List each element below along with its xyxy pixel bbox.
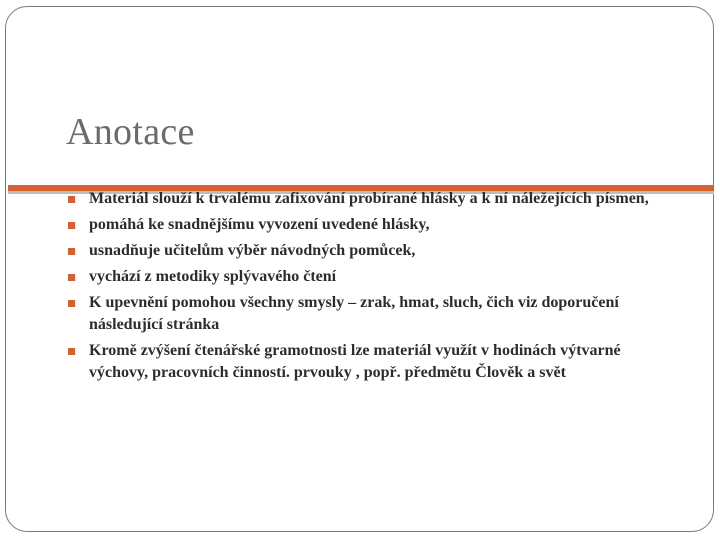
bullet-item — [64, 188, 664, 210]
bullet-item — [64, 266, 664, 288]
bullet-item — [64, 240, 664, 262]
bullet-item — [64, 340, 664, 384]
square-bullet-icon — [68, 274, 75, 281]
square-bullet-icon — [68, 196, 75, 203]
square-bullet-icon — [68, 348, 75, 355]
square-bullet-icon — [68, 248, 75, 255]
bullet-text: Kromě zvýšení čtenářské gramotnosti lze materiál využít v hodinách výtvarné výchovy, pracovních činností. prvouky , popř. předmětu Člověk a svět — [89, 342, 621, 381]
slide-title: Anotace — [66, 111, 195, 153]
bullet-item — [64, 292, 664, 336]
bullet-text: pomáhá ke snadnějšímu vyvození uvedené hlásky, — [89, 216, 430, 233]
bullet-text: K upevnění pomohou všechny smysly – zrak, hmat, sluch, čich viz doporučení následující stránka — [89, 294, 619, 333]
bullet-text: usnadňuje učitelům výběr návodných pomůcek, — [89, 242, 416, 259]
square-bullet-icon — [68, 300, 75, 307]
bullet-text: Materiál slouží k trvalému zafixování probírané hlásky a k ní náležejících písmen, — [89, 190, 649, 207]
bullet-item — [64, 214, 664, 236]
bullet-list — [64, 188, 664, 384]
bullet-text: vychází z metodiky splývavého čtení — [89, 268, 337, 285]
square-bullet-icon — [68, 222, 75, 229]
